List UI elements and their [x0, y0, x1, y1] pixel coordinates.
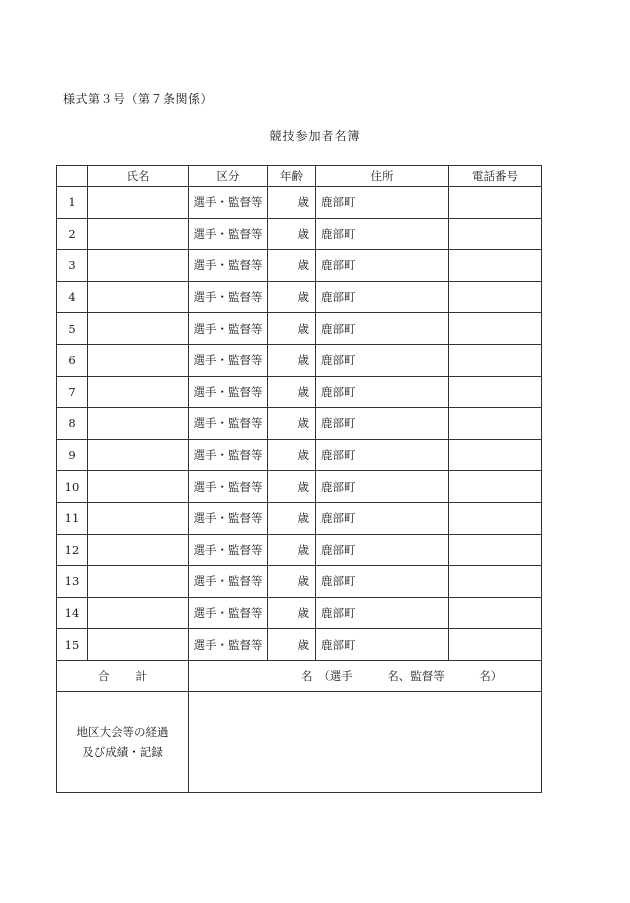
category-field[interactable]: 選手・監督等 [189, 502, 268, 534]
address-field[interactable]: 鹿部町 [316, 376, 449, 408]
phone-field[interactable] [449, 281, 542, 313]
row-number: 7 [57, 376, 88, 408]
history-field[interactable] [189, 691, 542, 792]
address-field[interactable]: 鹿部町 [316, 313, 449, 345]
phone-field[interactable] [449, 344, 542, 376]
phone-field[interactable] [449, 534, 542, 566]
header-age: 年齢 [268, 166, 316, 187]
total-label-char-2: 計 [135, 668, 147, 683]
document-title: 競技参加者名簿 [269, 129, 361, 143]
age-field[interactable]: 歳 [268, 471, 316, 503]
age-field[interactable]: 歳 [268, 502, 316, 534]
age-field[interactable]: 歳 [268, 376, 316, 408]
category-field[interactable]: 選手・監督等 [189, 629, 268, 661]
header-category: 区分 [189, 166, 268, 187]
row-number: 9 [57, 439, 88, 471]
row-number: 11 [57, 502, 88, 534]
row-number: 4 [57, 281, 88, 313]
age-field[interactable]: 歳 [268, 250, 316, 282]
header-phone: 電話番号 [449, 166, 542, 187]
participant-row [57, 566, 542, 598]
participant-row [57, 250, 542, 282]
name-field[interactable] [88, 281, 189, 313]
history-row [57, 691, 542, 792]
participant-row [57, 597, 542, 629]
name-field[interactable] [88, 534, 189, 566]
phone-field[interactable] [449, 471, 542, 503]
name-field[interactable] [88, 439, 189, 471]
row-number: 14 [57, 597, 88, 629]
address-field[interactable]: 鹿部町 [316, 218, 449, 250]
phone-field[interactable] [449, 218, 542, 250]
address-field[interactable]: 鹿部町 [316, 629, 449, 661]
name-field[interactable] [88, 313, 189, 345]
name-field[interactable] [88, 250, 189, 282]
name-field[interactable] [88, 408, 189, 440]
row-number: 8 [57, 408, 88, 440]
header-number [57, 166, 88, 187]
total-count-field[interactable]: 名 （選手 名、監督等 名） [189, 660, 542, 691]
phone-field[interactable] [449, 502, 542, 534]
form-number: 様式第３号（第７条関係） [63, 92, 214, 106]
row-number: 10 [57, 471, 88, 503]
address-field[interactable]: 鹿部町 [316, 439, 449, 471]
name-field[interactable] [88, 629, 189, 661]
participant-row [57, 502, 542, 534]
row-number: 5 [57, 313, 88, 345]
participant-row [57, 344, 542, 376]
phone-field[interactable] [449, 408, 542, 440]
address-field[interactable]: 鹿部町 [316, 566, 449, 598]
total-label [57, 660, 189, 691]
age-field[interactable]: 歳 [268, 218, 316, 250]
address-field[interactable]: 鹿部町 [316, 502, 449, 534]
row-number: 2 [57, 218, 88, 250]
history-label-line2: 及び成績・記録 [82, 744, 163, 759]
address-field[interactable]: 鹿部町 [316, 250, 449, 282]
category-field[interactable]: 選手・監督等 [189, 344, 268, 376]
age-field[interactable]: 歳 [268, 408, 316, 440]
category-field[interactable]: 選手・監督等 [189, 597, 268, 629]
age-field[interactable]: 歳 [268, 313, 316, 345]
participant-row [57, 187, 542, 219]
address-field[interactable]: 鹿部町 [316, 534, 449, 566]
category-field[interactable]: 選手・監督等 [189, 376, 268, 408]
category-field[interactable]: 選手・監督等 [189, 534, 268, 566]
header-address: 住所 [316, 166, 449, 187]
age-field[interactable]: 歳 [268, 534, 316, 566]
phone-field[interactable] [449, 313, 542, 345]
age-field[interactable]: 歳 [268, 629, 316, 661]
age-field[interactable]: 歳 [268, 187, 316, 219]
phone-field[interactable] [449, 629, 542, 661]
name-field[interactable] [88, 471, 189, 503]
name-field[interactable] [88, 376, 189, 408]
phone-field[interactable] [449, 597, 542, 629]
header-name: 氏名 [88, 166, 189, 187]
name-field[interactable] [88, 502, 189, 534]
age-field[interactable]: 歳 [268, 439, 316, 471]
participant-row [57, 471, 542, 503]
category-field[interactable]: 選手・監督等 [189, 187, 268, 219]
category-field[interactable]: 選手・監督等 [189, 471, 268, 503]
participant-row [57, 439, 542, 471]
row-number: 12 [57, 534, 88, 566]
address-field[interactable]: 鹿部町 [316, 408, 449, 440]
total-label-char-1: 合 [98, 668, 110, 683]
category-field[interactable]: 選手・監督等 [189, 566, 268, 598]
phone-field[interactable] [449, 566, 542, 598]
history-label [57, 691, 189, 792]
participant-row [57, 408, 542, 440]
category-field[interactable]: 選手・監督等 [189, 408, 268, 440]
participant-row [57, 376, 542, 408]
age-field[interactable]: 歳 [268, 566, 316, 598]
address-field[interactable]: 鹿部町 [316, 344, 449, 376]
age-field[interactable]: 歳 [268, 281, 316, 313]
phone-field[interactable] [449, 187, 542, 219]
table-header-row [57, 166, 542, 187]
category-field[interactable]: 選手・監督等 [189, 250, 268, 282]
row-number: 15 [57, 629, 88, 661]
participant-row [57, 281, 542, 313]
name-field[interactable] [88, 597, 189, 629]
participant-roster-table [56, 165, 542, 793]
phone-field[interactable] [449, 376, 542, 408]
name-field[interactable] [88, 566, 189, 598]
name-field[interactable] [88, 218, 189, 250]
age-field[interactable]: 歳 [268, 597, 316, 629]
name-field[interactable] [88, 187, 189, 219]
participant-row [57, 629, 542, 661]
category-field[interactable]: 選手・監督等 [189, 439, 268, 471]
total-row [57, 660, 542, 691]
address-field[interactable]: 鹿部町 [316, 281, 449, 313]
category-field[interactable]: 選手・監督等 [189, 218, 268, 250]
age-field[interactable]: 歳 [268, 344, 316, 376]
row-number: 13 [57, 566, 88, 598]
row-number: 1 [57, 187, 88, 219]
address-field[interactable]: 鹿部町 [316, 597, 449, 629]
phone-field[interactable] [449, 250, 542, 282]
participant-row [57, 313, 542, 345]
phone-field[interactable] [449, 439, 542, 471]
row-number: 6 [57, 344, 88, 376]
category-field[interactable]: 選手・監督等 [189, 313, 268, 345]
address-field[interactable]: 鹿部町 [316, 187, 449, 219]
history-label-line1: 地区大会等の経過 [76, 724, 169, 739]
category-field[interactable]: 選手・監督等 [189, 281, 268, 313]
participant-row [57, 534, 542, 566]
row-number: 3 [57, 250, 88, 282]
address-field[interactable]: 鹿部町 [316, 471, 449, 503]
participant-row [57, 218, 542, 250]
name-field[interactable] [88, 344, 189, 376]
